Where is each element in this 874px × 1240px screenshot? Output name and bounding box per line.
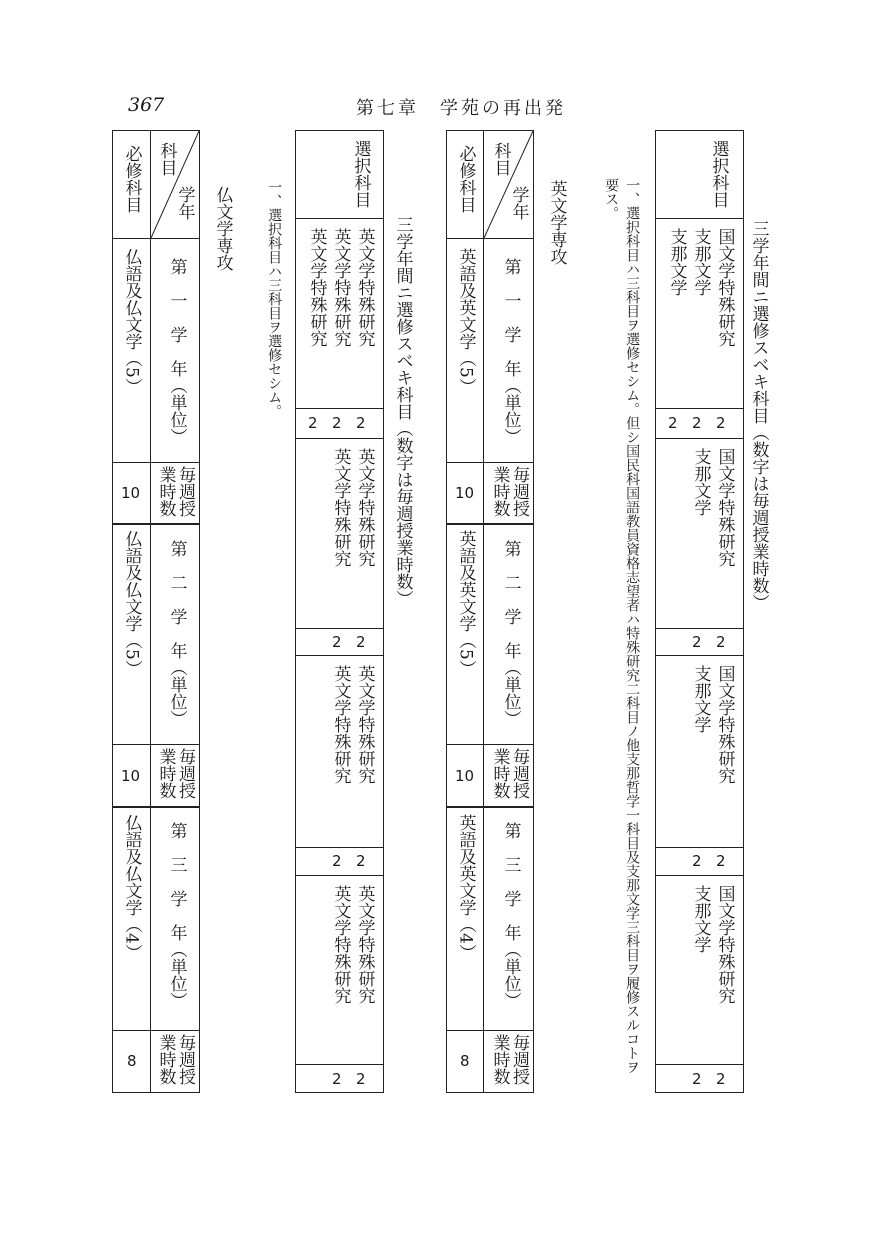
s2-y1-subject-3: 英文学特殊研究: [306, 228, 327, 347]
s2-y2-subject-1: 英文学特殊研究: [354, 448, 375, 567]
s2-y1-subject-1: 英文学特殊研究: [354, 228, 375, 347]
s1-y2-subject-1: 国文学特殊研究: [714, 448, 735, 567]
fr-year1-subject: 仏語及仏文学（5）: [121, 248, 142, 395]
s1-y3-subject-1: 国文学特殊研究: [714, 665, 735, 784]
eng-year3-hours-header: 毎週授業時数: [489, 1034, 529, 1085]
section1-note-line2: 要ス。: [603, 178, 620, 220]
eng-year1-hours-header: 毎週授業時数: [489, 466, 529, 517]
s1-y4-hours-2: 2: [692, 1070, 702, 1088]
s2-y2-hours-1: 2: [356, 633, 366, 651]
fr-year2-subject: 仏語及仏文学（5）: [121, 530, 142, 677]
eng-year2-hours: 10: [455, 767, 475, 785]
s1-y4-subject-2: 支那文学: [690, 885, 711, 953]
eng-corner-subject: 科目: [490, 142, 511, 176]
s2-y1-subject-2: 英文学特殊研究: [330, 228, 351, 347]
s1-y3-hours-2: 2: [692, 852, 702, 870]
s2-y3-hours-2: 2: [332, 852, 342, 870]
s2-y1-hours-2: 2: [332, 414, 342, 432]
s1-y1-hours-1: 2: [716, 414, 726, 432]
fr-year3-hours-header: 毎週授業時数: [155, 1034, 195, 1085]
s2-y4-hours-1: 2: [356, 1070, 366, 1088]
eng-year3-header: 第 三 学 年（単位）: [500, 822, 521, 1009]
eng-corner-year: 学年: [508, 186, 529, 220]
s2-y2-subject-2: 英文学特殊研究: [330, 448, 351, 567]
s2-y4-subject-2: 英文学特殊研究: [330, 885, 351, 1004]
s2-y4-hours-2: 2: [332, 1070, 342, 1088]
s2-y3-subject-2: 英文学特殊研究: [330, 665, 351, 784]
section-fr-title: 仏文学専攻: [212, 186, 233, 271]
eng-year1-hours: 10: [455, 484, 475, 502]
fr-year2-hours-header: 毎週授業時数: [155, 748, 195, 799]
s2-y1-hours-3: 2: [308, 414, 318, 432]
fr-year2-hours: 10: [121, 767, 141, 785]
s2-y4-subject-1: 英文学特殊研究: [354, 885, 375, 1004]
fr-year3-header: 第 三 学 年（単位）: [166, 822, 187, 1009]
eng-year2-header: 第 二 学 年（単位）: [500, 540, 521, 727]
s1-y1-subject-2: 支那文学: [690, 228, 711, 296]
fr-year1-header: 第 一 学 年（単位）: [166, 258, 187, 445]
eng-row-required: 必修科目: [455, 145, 476, 213]
fr-corner-year: 学年: [174, 186, 195, 220]
eng-year1-subject: 英語及英文学（5）: [455, 248, 476, 395]
running-head: 第七章 学苑の再出発: [356, 98, 566, 119]
s1-y1-subject-1: 国文学特殊研究: [714, 228, 735, 347]
section2-note: 一、選択科目ハ三科目ヲ選修セシム。: [266, 180, 283, 418]
s1-y1-hours-2: 2: [692, 414, 702, 432]
s1-y2-subject-2: 支那文学: [690, 448, 711, 516]
section-eng-title: 英文学専攻: [546, 180, 567, 265]
eng-year3-subject: 英語及英文学（4）: [455, 814, 476, 961]
s1-y1-hours-3: 2: [668, 414, 678, 432]
fr-row-required: 必修科目: [121, 145, 142, 213]
eng-year2-hours-header: 毎週授業時数: [489, 748, 529, 799]
s1-y3-hours-1: 2: [716, 852, 726, 870]
s1-y3-subject-2: 支那文学: [690, 665, 711, 733]
s2-y2-hours-2: 2: [332, 633, 342, 651]
s1-y4-subject-1: 国文学特殊研究: [714, 885, 735, 1004]
eng-year1-header: 第 一 学 年（単位）: [500, 258, 521, 445]
s1-y4-hours-1: 2: [716, 1070, 726, 1088]
s2-y1-hours-1: 2: [356, 414, 366, 432]
eng-year2-subject: 英語及英文学（5）: [455, 530, 476, 677]
fr-year1-hours-header: 毎週授業時数: [155, 466, 195, 517]
s2-y3-subject-1: 英文学特殊研究: [354, 665, 375, 784]
page-number: 367: [128, 94, 165, 116]
eng-year3-hours: 8: [460, 1052, 470, 1070]
section1-note-line1: 一、選択科目ハ三科目ヲ選修セシム。但シ国民科国語教員資格志望者ハ特殊研究二科目ノ他支那哲学一科目及支那文学三科目ヲ履修スルコトヲ: [624, 178, 641, 1074]
s1-y2-hours-1: 2: [716, 633, 726, 651]
section1-heading: 三学年間ニ選修スベキ科目（数字は毎週授業時数）: [748, 220, 769, 611]
fr-year3-subject: 仏語及仏文学（4）: [121, 814, 142, 961]
s1-y2-hours-2: 2: [692, 633, 702, 651]
fr-year3-hours: 8: [127, 1052, 137, 1070]
s1-y1-subject-3: 支那文学: [666, 228, 687, 296]
section2-heading: 三学年間ニ選修スベキ科目（数字は毎週授業時数）: [392, 216, 413, 607]
fr-corner-subject: 科目: [156, 142, 177, 176]
fr-year2-header: 第 二 学 年（単位）: [166, 540, 187, 727]
section1-row-label: 選択科目: [708, 140, 729, 208]
fr-year1-hours: 10: [121, 484, 141, 502]
s2-y3-hours-1: 2: [356, 852, 366, 870]
section2-row-label: 選択科目: [350, 140, 371, 208]
